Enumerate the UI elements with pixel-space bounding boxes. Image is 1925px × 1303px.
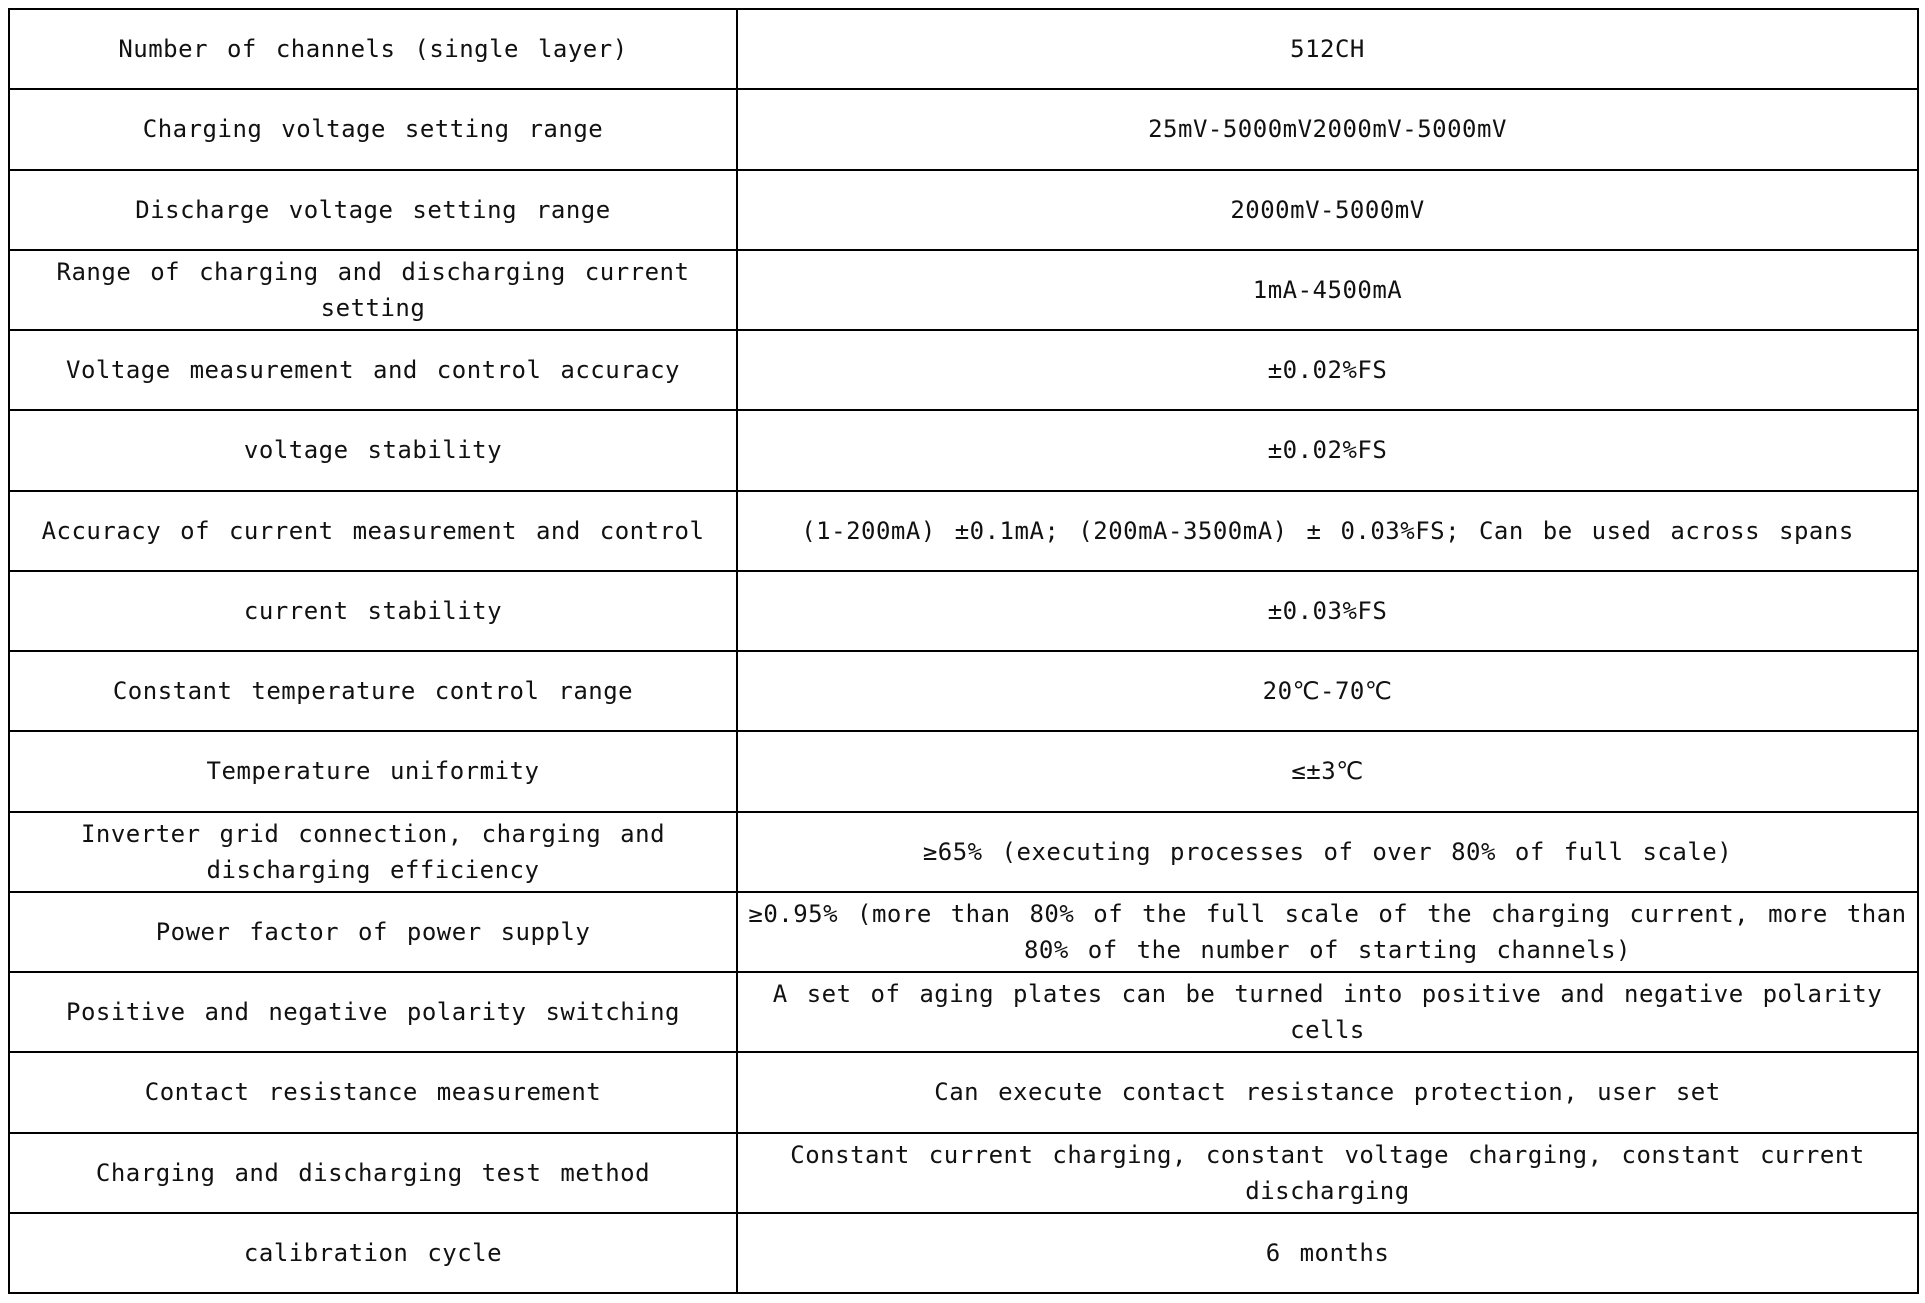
specification-table (8, 8, 1919, 1294)
table-row (9, 571, 1918, 651)
value-cell: ≥0.95% (more than 80% of the full scale of the charging current, more than 80% of the number of starting channels) (737, 892, 1918, 972)
table-row (9, 892, 1918, 972)
table-row (9, 651, 1918, 731)
value-cell: 512CH (737, 9, 1918, 89)
value-cell: ≥65% (executing processes of over 80% of full scale) (737, 812, 1918, 892)
parameter-cell: voltage stability (9, 410, 737, 490)
parameter-cell: Contact resistance measurement (9, 1052, 737, 1132)
parameter-cell: Inverter grid connection, charging and discharging efficiency (9, 812, 737, 892)
value-cell: ±0.03%FS (737, 571, 1918, 651)
table-row (9, 89, 1918, 169)
table-row (9, 972, 1918, 1052)
table-row (9, 812, 1918, 892)
table-row (9, 410, 1918, 490)
parameter-cell: Voltage measurement and control accuracy (9, 330, 737, 410)
value-cell: 25mV-5000mV2000mV-5000mV (737, 89, 1918, 169)
parameter-cell: Constant temperature control range (9, 651, 737, 731)
table-row (9, 731, 1918, 811)
parameter-cell: Accuracy of current measurement and control (9, 491, 737, 571)
table-row (9, 250, 1918, 330)
parameter-cell: current stability (9, 571, 737, 651)
value-cell: A set of aging plates can be turned into positive and negative polarity cells (737, 972, 1918, 1052)
table-row (9, 1133, 1918, 1213)
parameter-cell: Power factor of power supply (9, 892, 737, 972)
parameter-cell: Positive and negative polarity switching (9, 972, 737, 1052)
table-row (9, 170, 1918, 250)
table-row (9, 1213, 1918, 1293)
table-row (9, 491, 1918, 571)
value-cell: 1mA-4500mA (737, 250, 1918, 330)
value-cell: ±0.02%FS (737, 410, 1918, 490)
value-cell: ±0.02%FS (737, 330, 1918, 410)
table-row (9, 1052, 1918, 1132)
value-cell: ≤±3℃ (737, 731, 1918, 811)
table-row (9, 330, 1918, 410)
table-row (9, 9, 1918, 89)
parameter-cell: Discharge voltage setting range (9, 170, 737, 250)
parameter-cell: Number of channels (single layer) (9, 9, 737, 89)
value-cell: Can execute contact resistance protection, user set (737, 1052, 1918, 1132)
specification-table-body (9, 9, 1918, 1293)
parameter-cell: Temperature uniformity (9, 731, 737, 811)
parameter-cell: Charging voltage setting range (9, 89, 737, 169)
parameter-cell: Charging and discharging test method (9, 1133, 737, 1213)
parameter-cell: Range of charging and discharging current setting (9, 250, 737, 330)
value-cell: Constant current charging, constant voltage charging, constant current discharging (737, 1133, 1918, 1213)
value-cell: 6 months (737, 1213, 1918, 1293)
parameter-cell: calibration cycle (9, 1213, 737, 1293)
value-cell: 2000mV-5000mV (737, 170, 1918, 250)
value-cell: 20℃-70℃ (737, 651, 1918, 731)
value-cell: (1-200mA) ±0.1mA; (200mA-3500mA) ± 0.03%FS; Can be used across spans (737, 491, 1918, 571)
